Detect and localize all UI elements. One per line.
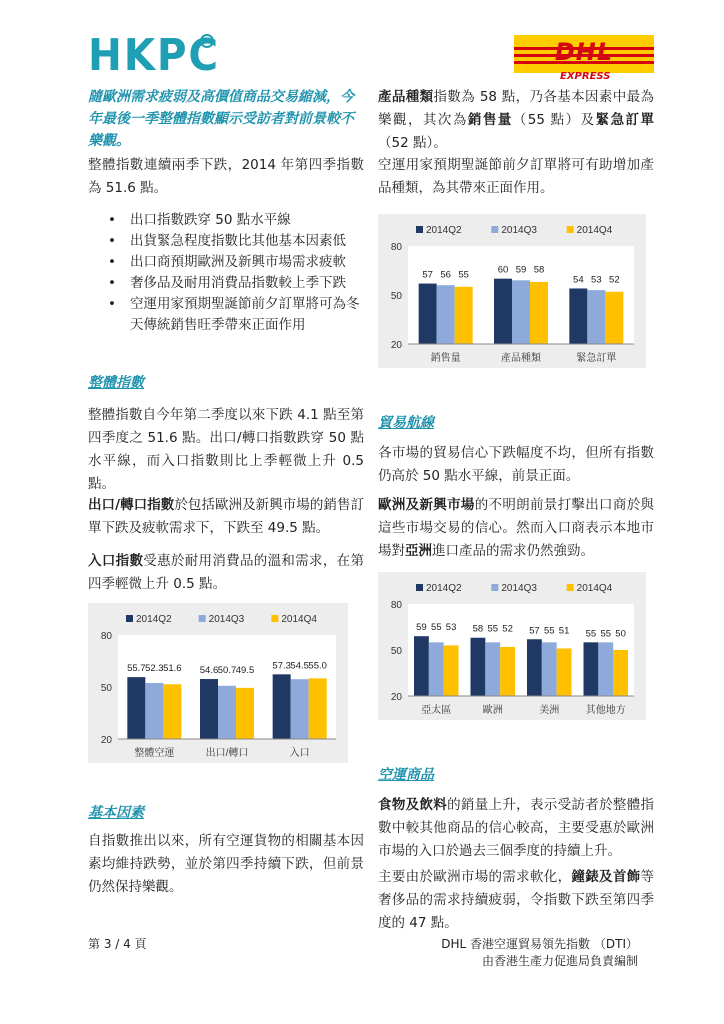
- bar: [444, 645, 459, 696]
- christmas-paragraph: 空運用家預期聖誕節前夕訂單將可有助增加產品種類，為其帶來正面作用。: [378, 157, 654, 196]
- intro-paragraph: 整體指數連續兩季下跌，2014 年第四季指數為 51.6 點。: [88, 157, 364, 196]
- y-tick-label: 80: [390, 242, 402, 253]
- goods-body-2: [378, 866, 654, 935]
- bold-food-beverage: 食物及飲料: [378, 797, 448, 813]
- bar: [163, 684, 181, 739]
- bold-watches-jewellery: 鐘錶及首飾: [571, 869, 641, 885]
- import-text: 受惠於耐用消費品的溫和需求，在第四季輕微上升 0.5 點。: [88, 553, 365, 592]
- bar: [605, 292, 623, 344]
- legend-label: 2014Q3: [208, 614, 245, 625]
- text-segment: 進口產品的需求仍然強勁。: [432, 543, 594, 559]
- list-item: • 出口商預期歐洲及新興市場需求疲軟: [88, 252, 364, 273]
- text-segment: （52 點）。: [378, 135, 447, 151]
- y-tick-label: 80: [390, 600, 402, 611]
- bar: [500, 647, 515, 696]
- goods-section: [378, 764, 654, 786]
- trade-section: [378, 412, 654, 434]
- bar: [437, 285, 455, 344]
- factors-heading: 基本因素: [88, 805, 144, 821]
- data-label: 52: [502, 623, 513, 635]
- legend-label: 2014Q4: [576, 225, 613, 236]
- text-segment: 等奢侈品的需求持續疲弱，令指數下跌至第四季度的 47 點。: [378, 869, 655, 931]
- data-label: 57: [422, 269, 433, 281]
- bar: [494, 279, 512, 344]
- dhl-logo: [514, 35, 654, 73]
- bar: [512, 280, 530, 344]
- legend-swatch: [271, 615, 278, 622]
- bold-product-range: 產品種類: [378, 89, 434, 105]
- highlights-list-block: [88, 210, 364, 336]
- overall-body: [88, 404, 364, 496]
- goods-paragraph-2: [378, 866, 654, 935]
- bold-asia: 亞洲: [405, 543, 432, 559]
- factors-section: [88, 802, 364, 824]
- bar: [200, 679, 218, 739]
- trade-heading: 貿易航線: [378, 415, 434, 431]
- hkpc-logo-mark-icon: [200, 34, 214, 48]
- data-label: 54.5: [290, 660, 309, 672]
- x-tick-label: 入口: [289, 748, 310, 759]
- data-label: 59: [416, 622, 427, 634]
- trade-paragraph-2: [378, 494, 654, 563]
- x-tick-label: 美洲: [539, 705, 560, 716]
- data-label: 50.7: [217, 665, 237, 677]
- list-item: • 奢侈品及耐用消費品指數較上季下跌: [88, 273, 364, 294]
- text-segment: 指數為 58 點，乃各基本因素中最為樂觀，其次為: [378, 89, 655, 128]
- product-range-paragraph: [378, 86, 654, 155]
- x-tick-label: 緊急訂單: [576, 353, 617, 364]
- data-label: 55.0: [308, 660, 327, 672]
- data-label: 53: [445, 622, 457, 634]
- x-tick-label: 其他地方: [585, 705, 626, 716]
- legend-swatch: [491, 584, 498, 591]
- y-tick-label: 50: [100, 683, 112, 694]
- bar: [584, 642, 599, 696]
- hkpc-logo: HKPC: [88, 30, 220, 81]
- highlights-list: [88, 210, 364, 336]
- footer-title: DHL 香港空運貿易領先指數 （DTI）: [441, 937, 638, 951]
- data-label: 54: [573, 274, 584, 286]
- x-tick-label: 亞太區: [421, 705, 452, 716]
- bar: [127, 677, 145, 739]
- export-bold: 出口/轉口指數: [88, 497, 175, 513]
- bar: [598, 642, 613, 696]
- legend-swatch: [567, 226, 574, 233]
- dhl-express-label: EXPRESS: [560, 71, 611, 82]
- export-paragraph: [88, 494, 364, 540]
- overall-heading: 整體指數: [88, 375, 144, 391]
- legend-label: 2014Q2: [426, 583, 462, 594]
- x-tick-label: 銷售量: [430, 353, 461, 364]
- christmas-body: [378, 154, 654, 200]
- list-item: • 出貨緊急程度指數比其他基本因素低: [88, 231, 364, 252]
- chart-trade-lanes: [378, 572, 646, 720]
- bar: [527, 639, 542, 696]
- legend-swatch: [491, 226, 498, 233]
- data-label: 60: [497, 264, 509, 276]
- chart-factors-svg: [378, 214, 646, 368]
- list-item: • 出口指數跌穿 50 點水平線: [88, 210, 364, 231]
- list-item: • 空運用家預期聖誕節前夕訂單將可為冬天傳統銷售旺季帶來正面作用: [88, 294, 364, 336]
- bar: [419, 284, 437, 344]
- chart-overall-svg: [88, 603, 348, 763]
- bar: [218, 686, 236, 739]
- legend-swatch: [126, 615, 133, 622]
- legend-label: 2014Q4: [576, 583, 613, 594]
- goods-body-1: [378, 794, 654, 863]
- bar: [455, 287, 473, 344]
- legend-label: 2014Q3: [501, 225, 537, 236]
- data-label: 55.7: [127, 663, 146, 675]
- bar: [557, 648, 572, 696]
- bar: [542, 642, 557, 696]
- chart-factors: [378, 214, 646, 368]
- text-segment: 的銷量上升，表示受訪者於整體指數中較其他商品的信心較高，主要受惠於歐洲市場的入口於過去三個季度的持續上升。: [378, 797, 655, 859]
- bar: [291, 679, 309, 739]
- x-tick-label: 歐洲: [482, 705, 503, 716]
- legend-label: 2014Q2: [136, 614, 172, 625]
- data-label: 52: [609, 274, 620, 286]
- bar: [530, 282, 548, 344]
- import-paragraph: [88, 550, 364, 596]
- y-tick-label: 50: [390, 646, 402, 657]
- factors-paragraph: 自指數推出以來，所有空運貨物的相關基本因素均維持跌勢，並於第四季持續下跌，但前景仍然保持樂觀。: [88, 833, 364, 895]
- bar: [613, 650, 628, 696]
- data-label: 55: [487, 623, 499, 635]
- legend-swatch: [567, 584, 574, 591]
- intro-block: [88, 154, 364, 200]
- bar: [273, 674, 291, 739]
- bar: [485, 642, 500, 696]
- bar: [587, 290, 605, 344]
- data-label: 50: [615, 628, 626, 640]
- trade-paragraph-1: 各市場的貿易信心下跌幅度不均，但所有指數仍高於 50 點水平線，前景正面。: [378, 445, 654, 484]
- lead-summary: 隨歐洲需求疲弱及高價值商品交易縮減，今年最後一季整體指數顯示受訪者對前景較不樂觀。: [88, 89, 354, 149]
- bar: [471, 638, 486, 696]
- data-label: 55: [585, 628, 597, 640]
- data-label: 59: [515, 264, 527, 276]
- data-label: 52.3: [145, 663, 164, 675]
- legend-swatch: [199, 615, 206, 622]
- text-segment: 的不明朗前景打擊出口商於與這些市場交易的信心。然而入口商表示本地市場對: [378, 497, 655, 559]
- data-label: 54.6: [199, 665, 219, 677]
- text-segment: （55 點）及: [512, 112, 596, 128]
- bar: [414, 636, 429, 696]
- x-tick-label: 出口/轉口: [205, 748, 249, 759]
- y-tick-label: 20: [390, 340, 402, 351]
- data-label: 55: [430, 622, 442, 634]
- bar: [569, 288, 587, 344]
- data-label: 58: [472, 623, 484, 635]
- footer-compiled-by: 由香港生產力促進局負責編制: [481, 954, 638, 968]
- legend-swatch: [416, 226, 423, 233]
- import-bold: 入口指數: [88, 553, 144, 569]
- legend-label: 2014Q4: [281, 614, 317, 625]
- product-range-body: [378, 86, 654, 155]
- data-label: 55: [600, 628, 612, 640]
- data-label: 53: [591, 274, 602, 286]
- x-tick-label: 產品種類: [501, 353, 541, 364]
- legend-label: 2014Q2: [426, 225, 462, 236]
- legend-label: 2014Q3: [501, 583, 537, 594]
- text-segment: 主要由於歐洲市場的需求軟化，: [378, 869, 572, 885]
- trade-body-2: [378, 494, 654, 563]
- y-tick-label: 20: [390, 692, 402, 703]
- data-label: 56: [440, 269, 451, 281]
- bar: [145, 683, 163, 739]
- page-number: 第 3 / 4 頁: [88, 937, 147, 951]
- bold-sales-volume: 銷售量: [467, 112, 513, 128]
- y-tick-label: 80: [100, 631, 112, 642]
- export-text: 於包括歐洲及新興市場的銷售訂單下跌及疲軟需求下，下跌至 49.5 點。: [88, 497, 365, 536]
- legend-swatch: [416, 584, 423, 591]
- left-lead-block: [88, 86, 364, 152]
- chart-trade-lanes-svg: [378, 572, 646, 720]
- dhl-logo-text: DHL: [554, 38, 614, 66]
- data-label: 55: [543, 625, 555, 637]
- bar: [236, 688, 254, 739]
- goods-paragraph-1: [378, 794, 654, 863]
- bold-europe-emerging: 歐洲及新興市場: [378, 497, 475, 513]
- y-tick-label: 50: [390, 291, 402, 302]
- data-label: 51.6: [163, 663, 182, 675]
- bar: [309, 678, 327, 739]
- data-label: 57: [529, 625, 540, 637]
- import-body: [88, 550, 364, 596]
- overall-paragraph: 整體指數自今年第二季度以來下跌 4.1 點至第四季度之 51.6 點。出口/轉口指數跌穿 50 點水平線，而入口指數則比上季輕微上升 0.5 點。: [88, 407, 364, 492]
- x-tick-label: 整體空運: [134, 748, 175, 759]
- data-label: 57.3: [272, 660, 291, 672]
- data-label: 55: [458, 269, 469, 281]
- goods-heading: 空運商品: [378, 767, 434, 783]
- factors-body: [88, 830, 364, 899]
- data-label: 58: [533, 264, 545, 276]
- bold-urgent-orders: 緊急訂單: [595, 112, 655, 128]
- export-body: [88, 494, 364, 540]
- trade-body-1: [378, 442, 654, 488]
- overall-section: [88, 372, 364, 394]
- bar: [429, 642, 444, 696]
- y-tick-label: 20: [100, 735, 112, 746]
- data-label: 49.5: [235, 665, 255, 677]
- chart-overall-index: [88, 603, 348, 763]
- data-label: 51: [558, 625, 570, 637]
